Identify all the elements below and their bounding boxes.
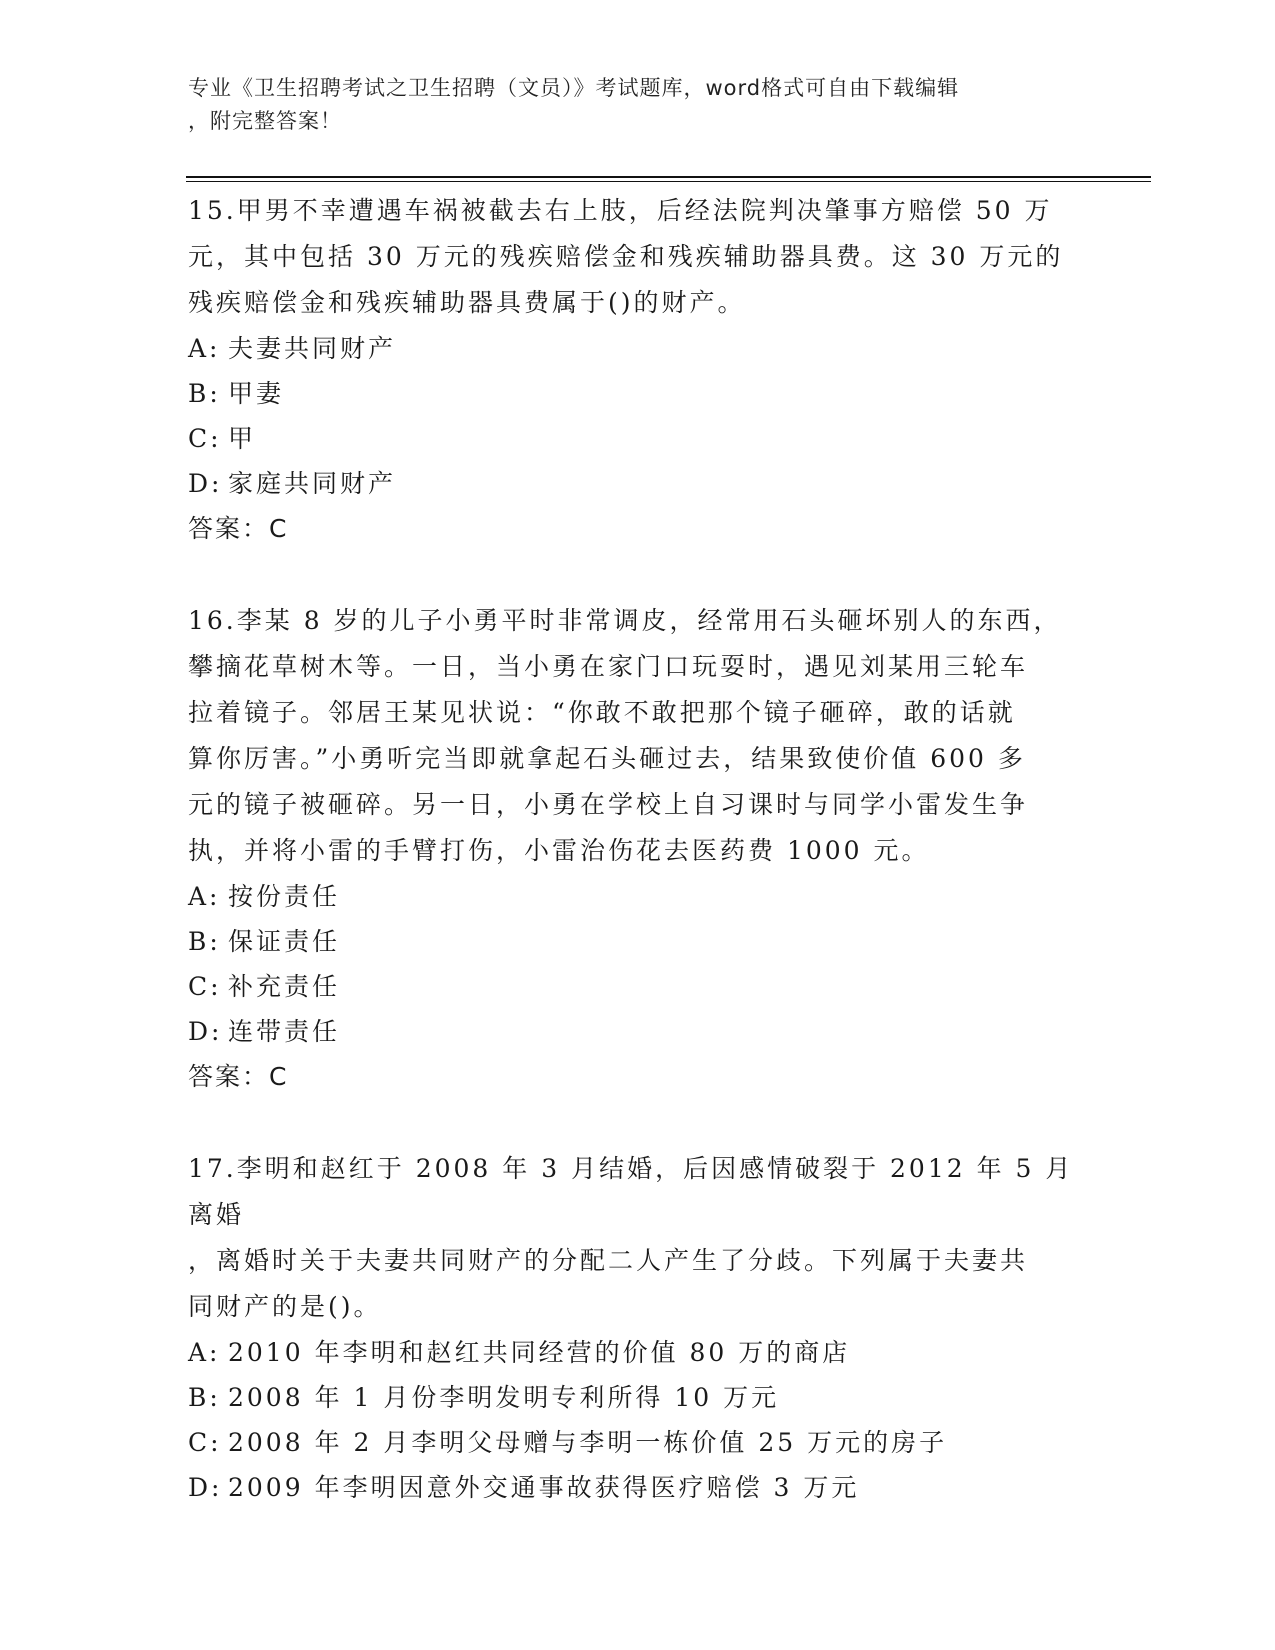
option-b <box>188 919 1078 964</box>
option-letter: A: <box>188 334 221 363</box>
question-text-line: 16.李某 8 岁的儿子小勇平时非常调皮，经常用石头砸坏别人的东西， <box>188 606 1062 635</box>
option-letter: B: <box>188 927 221 956</box>
option-text: 2008 年 1 月份李明发明专利所得 10 万元 <box>228 1383 780 1412</box>
option-letter: D: <box>188 1017 223 1046</box>
option-c <box>188 1420 1078 1465</box>
option-letter: D: <box>188 1473 223 1502</box>
option-b <box>188 1375 1078 1420</box>
option-text: 按份责任 <box>228 882 341 911</box>
option-text: 连带责任 <box>228 1017 341 1046</box>
question-text-line: 17.李明和赵红于 2008 年 3 月结婚，后因感情破裂于 2012 年 5 月离婚 <box>188 1154 1074 1229</box>
option-letter: B: <box>188 379 221 408</box>
option-letter: A: <box>188 882 221 911</box>
option-letter: D: <box>188 469 223 498</box>
question-list <box>188 188 1078 1556</box>
question-text-line: 元的镜子被砸碎。另一日，小勇在学校上自习课时与同学小雷发生争 <box>188 790 1029 819</box>
document-header <box>188 72 1068 138</box>
header-line-1: 专业《卫生招聘考试之卫生招聘（文员）》考试题库，word格式可自由下载编辑 <box>188 76 960 100</box>
question-text-line: 同财产的是()。 <box>188 1292 382 1321</box>
option-letter: C: <box>188 424 222 453</box>
option-c <box>188 964 1078 1009</box>
question-16 <box>188 598 1078 1100</box>
answer-label: 答案：C <box>188 1062 289 1091</box>
option-text: 2008 年 2 月李明父母赠与李明一栋价值 25 万元的房子 <box>228 1428 948 1457</box>
option-text: 甲妻 <box>228 379 285 408</box>
option-text: 家庭共同财产 <box>228 469 397 498</box>
question-text-line: 执，并将小雷的手臂打伤，小雷治伤花去医药费 1000 元。 <box>188 836 930 865</box>
option-text: 2010 年李明和赵红共同经营的价值 80 万的商店 <box>228 1338 851 1367</box>
option-a <box>188 326 1078 371</box>
option-text: 甲 <box>228 424 257 453</box>
option-c <box>188 416 1078 461</box>
option-text: 2009 年李明因意外交通事故获得医疗赔偿 3 万元 <box>228 1473 860 1502</box>
option-text: 补充责任 <box>228 972 341 1001</box>
option-text: 保证责任 <box>228 927 341 956</box>
question-text-line: 15.甲男不幸遭遇车祸被截去右上肢，后经法院判决肇事方赔偿 50 万 <box>188 196 1053 225</box>
option-d <box>188 1465 1078 1510</box>
option-a <box>188 874 1078 919</box>
question-text-line: 残疾赔偿金和残疾辅助器具费属于()的财产。 <box>188 288 746 317</box>
question-text-line: 攀摘花草树木等。一日，当小勇在家门口玩耍时，遇见刘某用三轮车 <box>188 652 1029 681</box>
option-letter: A: <box>188 1338 221 1367</box>
option-d <box>188 461 1078 506</box>
question-text-line: ，离婚时关于夫妻共同财产的分配二人产生了分歧。下列属于夫妻共 <box>188 1246 1029 1275</box>
question-text-line: 元，其中包括 30 万元的残疾赔偿金和残疾辅助器具费。这 30 万元的 <box>188 242 1064 271</box>
question-text-line: 拉着镜子。邻居王某见状说：“你敢不敢把那个镜子砸碎，敢的话就 <box>188 698 1016 727</box>
option-a <box>188 1330 1078 1375</box>
option-letter: C: <box>188 972 222 1001</box>
option-d <box>188 1009 1078 1054</box>
question-15 <box>188 188 1078 552</box>
option-letter: B: <box>188 1383 221 1412</box>
header-rule-thin <box>186 181 1151 182</box>
question-text-line: 算你厉害。”小勇听完当即就拿起石头砸过去，结果致使价值 600 多 <box>188 744 1026 773</box>
option-b <box>188 371 1078 416</box>
option-letter: C: <box>188 1428 222 1457</box>
header-rule-thick <box>186 176 1151 178</box>
answer-label: 答案：C <box>188 514 289 543</box>
header-line-2: ，附完整答案！ <box>188 109 342 133</box>
option-text: 夫妻共同财产 <box>228 334 397 363</box>
question-17 <box>188 1146 1078 1510</box>
